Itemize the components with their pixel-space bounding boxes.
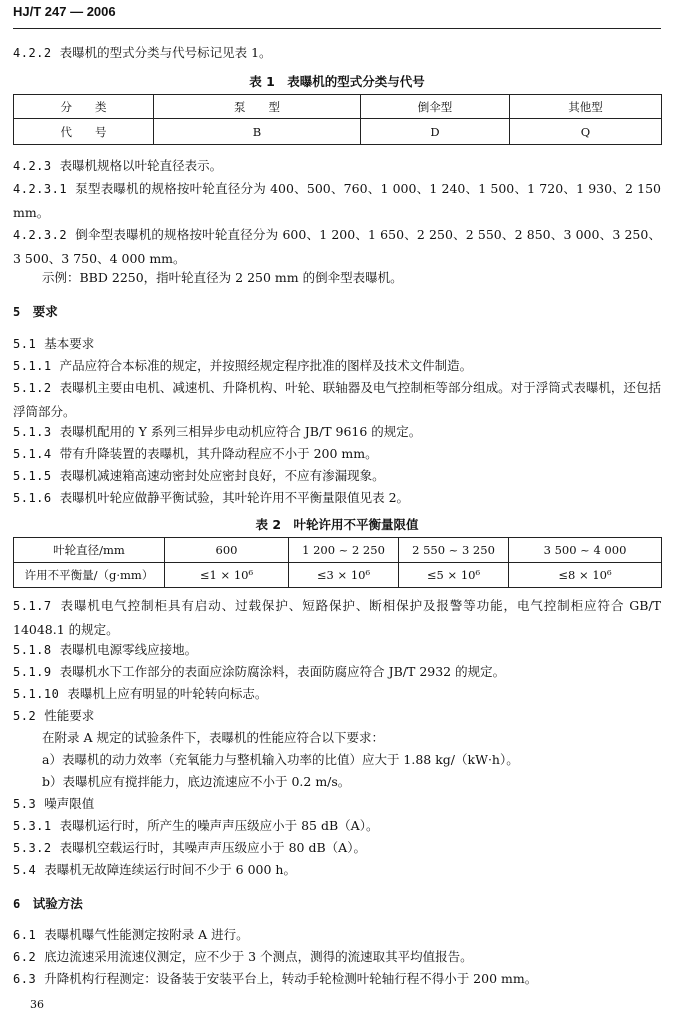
- clause-5-2-intro: 在附录 A 规定的试验条件下，表曝机的性能应符合以下要求：: [42, 730, 384, 745]
- section-title: 试验方法: [32, 896, 83, 911]
- table-cell: ≤5 × 10⁶: [399, 563, 509, 588]
- clause-number: 6.2: [13, 950, 37, 964]
- clause-number: 5.1.10: [13, 687, 60, 701]
- table-cell: D: [361, 119, 510, 145]
- clause-5-1-9: [13, 660, 661, 684]
- clause-text: 表曝机的型式分类与代号标记见表 1。: [59, 45, 272, 60]
- clause-number: 5.1.8: [13, 643, 52, 657]
- clause-text: 表曝机配用的 Y 系列三相异步电动机应符合 JB/T 9616 的规定。: [59, 424, 422, 439]
- page-number: 36: [30, 998, 44, 1011]
- standard-number: HJ/T 247 — 2006: [13, 4, 116, 19]
- table-cell: 叶轮直径/mm: [14, 538, 165, 563]
- table-cell: 1 200 ~ 2 250: [289, 538, 399, 563]
- table-cell: 3 500 ~ 4 000: [509, 538, 662, 563]
- section-5-heading: [13, 300, 661, 324]
- table-1-caption: 表 1 表曝机的型式分类与代号: [249, 74, 425, 89]
- clause-number: 4.2.2: [13, 46, 52, 60]
- table-cell: ≤3 × 10⁶: [289, 563, 399, 588]
- clause-number: 5.1.4: [13, 447, 52, 461]
- table-cell: 2 550 ~ 3 250: [399, 538, 509, 563]
- clause-4-2-3: [13, 154, 661, 178]
- table-row: [14, 563, 662, 588]
- clause-5-1-1: [13, 354, 661, 378]
- clause-text: 倒伞型表曝机的规格按叶轮直径分为 600、1 200、1 650、2 250、2 550、2 850、3 000、3 250、3 500、3 750、4 000 mm。: [13, 227, 661, 266]
- section-6-heading: [13, 892, 661, 916]
- clause-text: 底边流速采用流速仪测定，应不少于 3 个测点，测得的流速取其平均值报告。: [44, 949, 473, 964]
- clause-4-2-2: [13, 41, 661, 65]
- table-row: [14, 538, 662, 563]
- clause-number: 5.1: [13, 337, 37, 351]
- clause-5-3-2: [13, 836, 661, 860]
- clause-5-1-4: [13, 442, 661, 466]
- list-item-a: a）表曝机的动力效率（充氧能力与整机输入功率的比值）应大于 1.88 kg/（kW·h）。: [42, 752, 519, 767]
- clause-text: 表曝机主要由电机、减速机、升降机构、叶轮、联轴器及电气控制柜等部分组成。对于浮筒式表曝机，还包括浮筒部分。: [13, 380, 661, 419]
- table-cell: ≤8 × 10⁶: [509, 563, 662, 588]
- clause-5-1-6: [13, 486, 661, 510]
- section-number: 5: [13, 305, 21, 319]
- clause-number: 5.1.6: [13, 491, 52, 505]
- clause-number: 5.1.3: [13, 425, 52, 439]
- clause-5-1-7: [13, 594, 661, 641]
- table-row: [14, 95, 662, 119]
- clause-text: 表曝机运行时，所产生的噪声声压级应小于 85 dB（A）。: [59, 818, 379, 833]
- clause-number: 6.1: [13, 928, 37, 942]
- table-cell: 代 号: [14, 119, 154, 145]
- clause-text: 表曝机电气控制柜具有启动、过载保护、短路保护、断相保护及报警等功能，电气控制柜应符合 GB/T 14048.1 的规定。: [13, 598, 661, 637]
- clause-5-1-2: [13, 376, 661, 423]
- clause-text: 表曝机空载运行时，其噪声声压级应小于 80 dB（A）。: [59, 840, 366, 855]
- section-title: 要求: [32, 304, 58, 319]
- clause-5-3-1: [13, 814, 661, 838]
- clause-number: 5.1.2: [13, 381, 52, 395]
- table-cell: 600: [165, 538, 289, 563]
- clause-text: 升降机构行程测定：设备装于安装平台上，转动手轮检测叶轮轴行程不得小于 200 mm。: [44, 971, 538, 986]
- clause-text: 表曝机无故障连续运行时间不少于 6 000 h。: [44, 862, 296, 877]
- clause-number: 5.3.1: [13, 819, 52, 833]
- clause-number: 4.2.3: [13, 159, 52, 173]
- clause-4-2-3-2: [13, 223, 661, 270]
- example-note: 示例：BBD 2250，指叶轮直径为 2 250 mm 的倒伞型表曝机。: [42, 270, 403, 285]
- clause-number: 5.2: [13, 709, 37, 723]
- clause-text: 带有升降装置的表曝机，其升降动程应不小于 200 mm。: [59, 446, 378, 461]
- clause-6-3: [13, 967, 661, 991]
- clause-number: 5.1.5: [13, 469, 52, 483]
- clause-text: 表曝机减速箱高速动密封处应密封良好，不应有渗漏现象。: [59, 468, 385, 483]
- clause-text: 性能要求: [44, 708, 95, 723]
- clause-number: 5.3: [13, 797, 37, 811]
- clause-text: 表曝机叶轮应做静平衡试验，其叶轮许用不平衡量限值见表 2。: [59, 490, 410, 505]
- table-cell: Q: [510, 119, 662, 145]
- clause-5-1-8: [13, 638, 661, 662]
- header-rule: [13, 28, 661, 29]
- clause-5-1-3: [13, 420, 661, 444]
- clause-number: 4.2.3.1: [13, 182, 68, 196]
- clause-6-1: [13, 923, 661, 947]
- clause-5-3: [13, 792, 661, 816]
- clause-number: 6.3: [13, 972, 37, 986]
- clause-text: 产品应符合本标准的规定，并按照经规定程序批准的图样及技术文件制造。: [59, 358, 473, 373]
- clause-4-2-3-1: [13, 177, 661, 224]
- table-cell: 倒伞型: [361, 95, 510, 119]
- clause-5-1-10: [13, 682, 661, 706]
- table-2-caption: 表 2 叶轮许用不平衡量限值: [255, 517, 419, 532]
- clause-text: 表曝机曝气性能测定按附录 A 进行。: [44, 927, 249, 942]
- clause-5-1-5: [13, 464, 661, 488]
- clause-number: 5.3.2: [13, 841, 52, 855]
- table-cell: 其他型: [510, 95, 662, 119]
- table-cell: 分 类: [14, 95, 154, 119]
- clause-number: 5.1.9: [13, 665, 52, 679]
- section-number: 6: [13, 897, 21, 911]
- table-cell: B: [154, 119, 361, 145]
- clause-text: 表曝机电源零线应接地。: [59, 642, 198, 657]
- table-2: [13, 537, 662, 588]
- clause-text: 基本要求: [44, 336, 95, 351]
- clause-number: 4.2.3.2: [13, 228, 68, 242]
- table-1: [13, 94, 662, 145]
- clause-number: 5.1.7: [13, 599, 52, 613]
- clause-6-2: [13, 945, 661, 969]
- clause-text: 表曝机水下工作部分的表面应涂防腐涂料，表面防腐应符合 JB/T 2932 的规定。: [59, 664, 506, 679]
- clause-text: 表曝机规格以叶轮直径表示。: [59, 158, 223, 173]
- clause-text: 泵型表曝机的规格按叶轮直径分为 400、500、760、1 000、1 240、1 500、1 720、1 930、2 150 mm。: [13, 181, 661, 220]
- clause-text: 噪声限值: [44, 796, 95, 811]
- clause-text: 表曝机上应有明显的叶轮转向标志。: [67, 686, 268, 701]
- list-item-b: b）表曝机应有搅拌能力，底边流速应不小于 0.2 m/s。: [42, 774, 351, 789]
- table-cell: 许用不平衡量/（g·mm）: [14, 563, 165, 588]
- table-cell: 泵 型: [154, 95, 361, 119]
- table-row: [14, 119, 662, 145]
- clause-5-2: [13, 704, 661, 728]
- clause-5-4: [13, 858, 661, 882]
- clause-5-1: [13, 332, 661, 356]
- table-cell: ≤1 × 10⁶: [165, 563, 289, 588]
- clause-number: 5.4: [13, 863, 37, 877]
- clause-number: 5.1.1: [13, 359, 52, 373]
